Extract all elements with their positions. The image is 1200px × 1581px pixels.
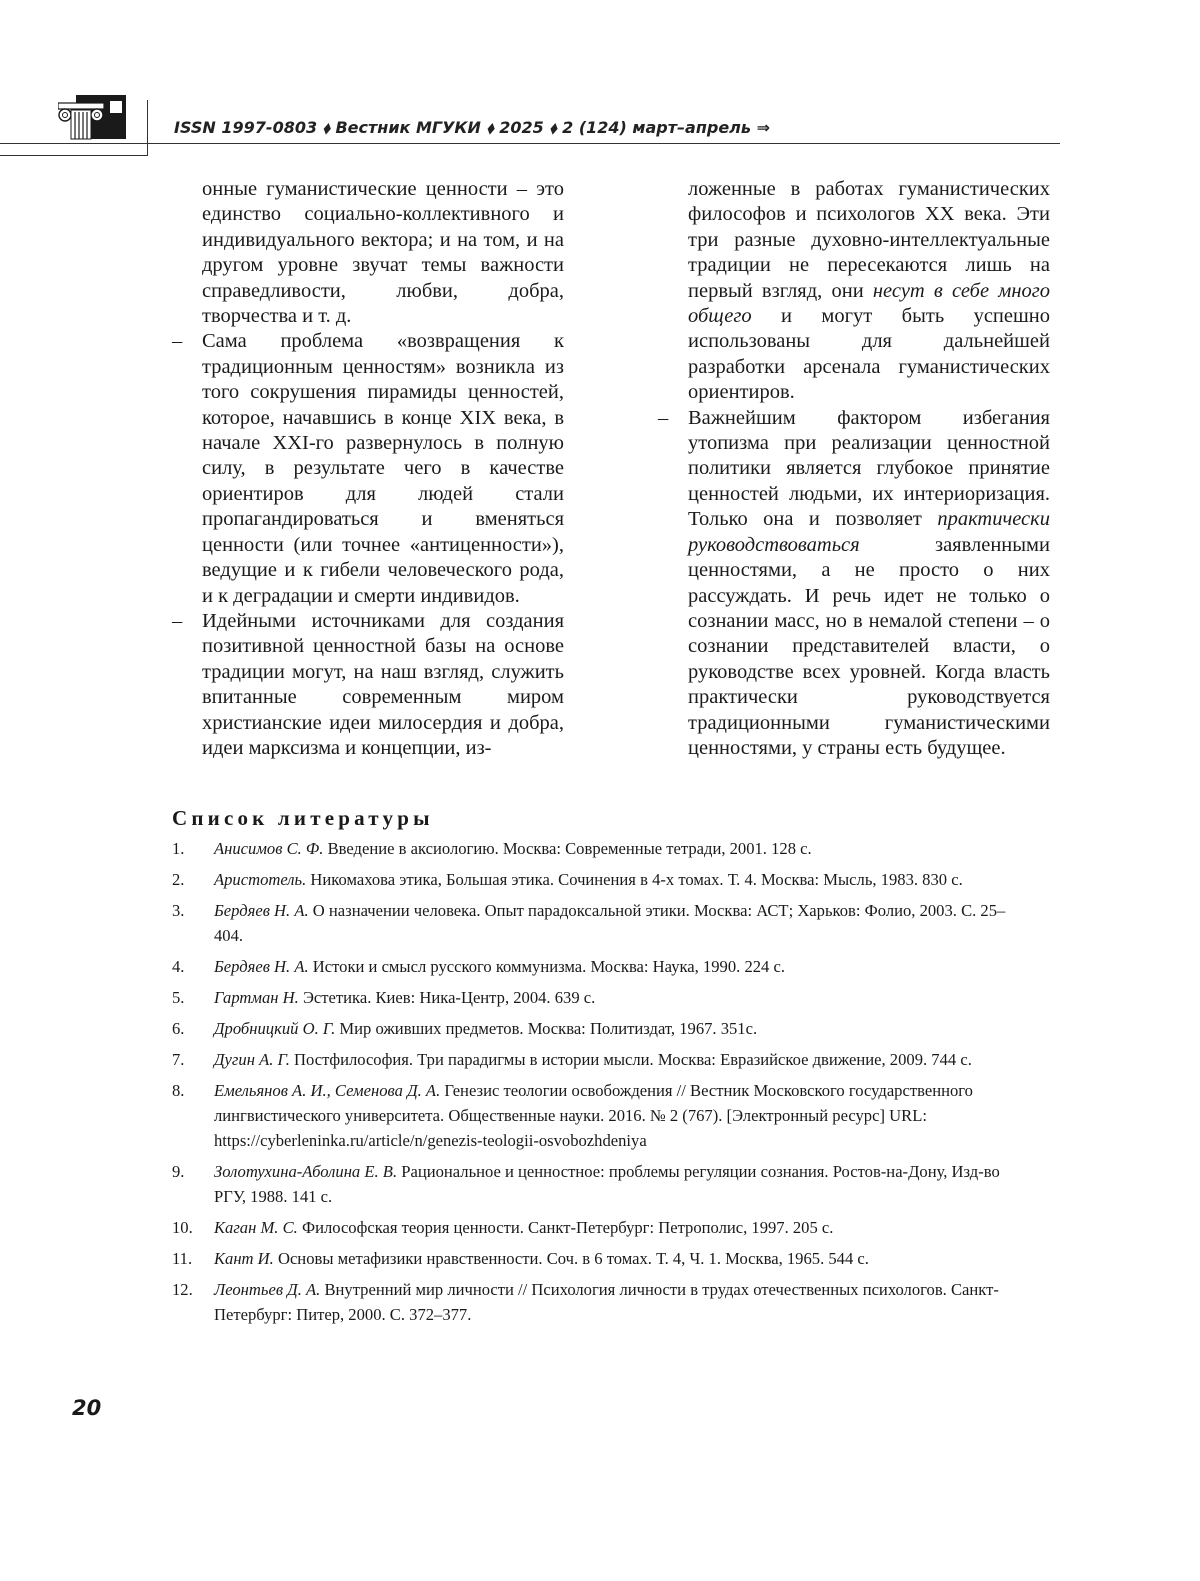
reference-text: Мир оживших предметов. Москва: Политиздат, 1967. 351с. (335, 1019, 758, 1038)
reference-author: Дробницкий О. Г. (214, 1019, 336, 1038)
paragraph-continuation (658, 177, 1050, 406)
reference-text: Введение в аксиологию. Москва: Современные тетради, 2001. 128 с. (323, 839, 812, 858)
list-item (172, 609, 564, 761)
header-separator: ⬧ (549, 118, 557, 137)
header-issn: ISSN 1997-0803 (174, 118, 318, 137)
reference-text: Никомахова этика, Большая этика. Сочинения в 4-х томах. Т. 4. Москва: Мысль, 1983. 830 с. (306, 870, 963, 889)
text-column-left (172, 177, 564, 761)
text-column-right (658, 177, 1050, 761)
reference-text: Рациональное и ценностное: проблемы регуляции сознания. Ростов-на-Дону, Изд-во РГУ, 1988. 141 с. (214, 1162, 1000, 1206)
paragraph-continuation: онные гуманистические ценности – это единство социально-коллективного и индивидуального вектора; и на том, и на другом уровне звучат темы важности справедливости, любви, добра, творчества и т. д. (202, 178, 564, 328)
list-item-text: Сама проблема «возвращения к традиционным ценностям» возникла из того сокрушения пирамиды ценностей, которое, начавшись в конце XIX века, в начале XXI-го развернулось в полную силу, в результате чего в качестве ориентиров для людей стали пропагандироваться и вменяться ценности (или точнее «антиценности»), ведущие и к гибели человеческого рода, и к деградации и смерти индивидов. (202, 330, 564, 607)
reference-item (172, 1246, 1022, 1271)
reference-author: Аристотель. (214, 870, 307, 889)
references-list (172, 836, 1022, 1333)
reference-item (172, 1215, 1022, 1240)
reference-text: О назначении человека. Опыт парадоксальной этики. Москва: АСТ; Харьков: Фолио, 2003. С. 25– 404. (214, 901, 1006, 945)
reference-author: Кант И. (214, 1249, 274, 1268)
reference-author: Каган М. С. (214, 1218, 298, 1237)
reference-number: 12. (172, 1280, 193, 1299)
reference-text: Эстетика. Киев: Ника-Центр, 2004. 639 с. (298, 988, 596, 1007)
header-journal: Вестник МГУКИ (335, 118, 481, 137)
dash-bullet: – (658, 406, 669, 429)
reference-text: Постфилософия. Три парадигмы в истории мысли. Москва: Евразийское движение, 2009. 744 с. (289, 1050, 972, 1069)
reference-item (172, 1016, 1022, 1041)
references-heading: Список литературы (172, 806, 434, 830)
reference-item (172, 1277, 1022, 1327)
reference-item (172, 1159, 1022, 1209)
reference-author: Леонтьев Д. А. (214, 1280, 321, 1299)
running-header (174, 118, 770, 138)
reference-author: Емельянов А. И., Семенова Д. А. (214, 1081, 441, 1100)
reference-number: 1. (172, 839, 185, 858)
reference-item (172, 836, 1022, 861)
reference-item (172, 1047, 1022, 1072)
reference-number: 5. (172, 988, 185, 1007)
header-separator: ⬧ (486, 118, 494, 137)
list-item-text: Идейными источниками для создания позитивной ценностной базы на основе традиции могут, на наш взгляд, служить впитанные современным миром христианские идеи милосердия и добра, идеи марксизма и концепции, из- (202, 609, 564, 759)
journal-logo-icon (58, 93, 128, 141)
header-year: 2025 (499, 118, 544, 137)
reference-number: 7. (172, 1050, 185, 1069)
emphasis-text: несут в себе много общего (688, 279, 1050, 328)
reference-author: Гартман Н. (214, 988, 299, 1007)
reference-text: Внутренний мир личности // Психология личности в трудах отечественных психологов. Санкт-Петербург: Питер, 2000. С. 372–377. (214, 1280, 999, 1324)
text-run: ложенные в работах гуманистических философов и психологов XX века. Эти три разные духовно-интеллектуальные традиции не пересекаются лишь на первый взгляд, они (688, 178, 1050, 302)
reference-number: 9. (172, 1162, 185, 1181)
header-divider-vertical (147, 100, 148, 156)
reference-number: 3. (172, 901, 185, 920)
reference-author: Бердяев Н. А. (214, 957, 309, 976)
reference-text: Генезис теологии освобождения // Вестник Московского государственного лингвистического университета. Общественные науки. 2016. № 2 (767). [Электронный ресурс] URL: https://cyberleninka.ru/article/n/genezis-teologii-osvobozhdeniya (214, 1081, 973, 1150)
text-run: заявленными ценностями, а не просто о них рассуждать. И речь идет не только о сознании масс, но в немалой степени – о сознании представителей власти, о руководстве всех уровней. Когда власть практически руководствуется традиционными гуманистическими ценностями, у страны есть будущее. (688, 533, 1050, 759)
reference-author: Бердяев Н. А. (214, 901, 309, 920)
emphasis-text: практически руководствоваться (688, 508, 1050, 556)
reference-number: 4. (172, 957, 185, 976)
reference-item (172, 954, 1022, 979)
reference-item (172, 867, 1022, 892)
header-issue: 2 (124) март–апрель (562, 118, 752, 137)
reference-number: 6. (172, 1019, 185, 1038)
reference-text: Философская теория ценности. Санкт-Петербург: Петрополис, 1997. 205 с. (297, 1218, 834, 1237)
reference-item (172, 985, 1022, 1010)
reference-text: Истоки и смысл русского коммунизма. Москва: Наука, 1990. 224 с. (308, 957, 785, 976)
reference-author: Анисимов С. Ф. (214, 839, 324, 858)
reference-number: 2. (172, 870, 185, 889)
reference-number: 10. (172, 1218, 193, 1237)
text-run: и могут быть успешно использованы для дальнейшей разработки арсенала гуманистических ориентиров. (688, 305, 1050, 404)
dash-bullet: – (172, 330, 183, 353)
header-separator: ⬧ (322, 118, 330, 137)
page-number: 20 (72, 1396, 102, 1420)
text-run: Важнейшим фактором избегания утопизма при реализации ценностной политики является глубокое принятие ценностей людьми, их интериоризация. Только она и позволяет (688, 406, 1050, 531)
reference-item (172, 898, 1022, 948)
reference-author: Золотухина-Аболина Е. В. (214, 1162, 398, 1181)
reference-author: Дугин А. Г. (214, 1050, 290, 1069)
reference-item (172, 1078, 1022, 1153)
reference-number: 8. (172, 1081, 185, 1100)
reference-text: Основы метафизики нравственности. Соч. в 6 томах. Т. 4, Ч. 1. Москва, 1965. 544 с. (273, 1249, 869, 1268)
dash-bullet: – (172, 609, 183, 632)
header-rule (0, 143, 1060, 144)
list-item (172, 329, 564, 608)
list-item (658, 406, 1050, 762)
arrow-right-icon: ⇒ (756, 118, 770, 137)
header-rule-short (0, 155, 148, 156)
reference-number: 11. (172, 1249, 193, 1268)
